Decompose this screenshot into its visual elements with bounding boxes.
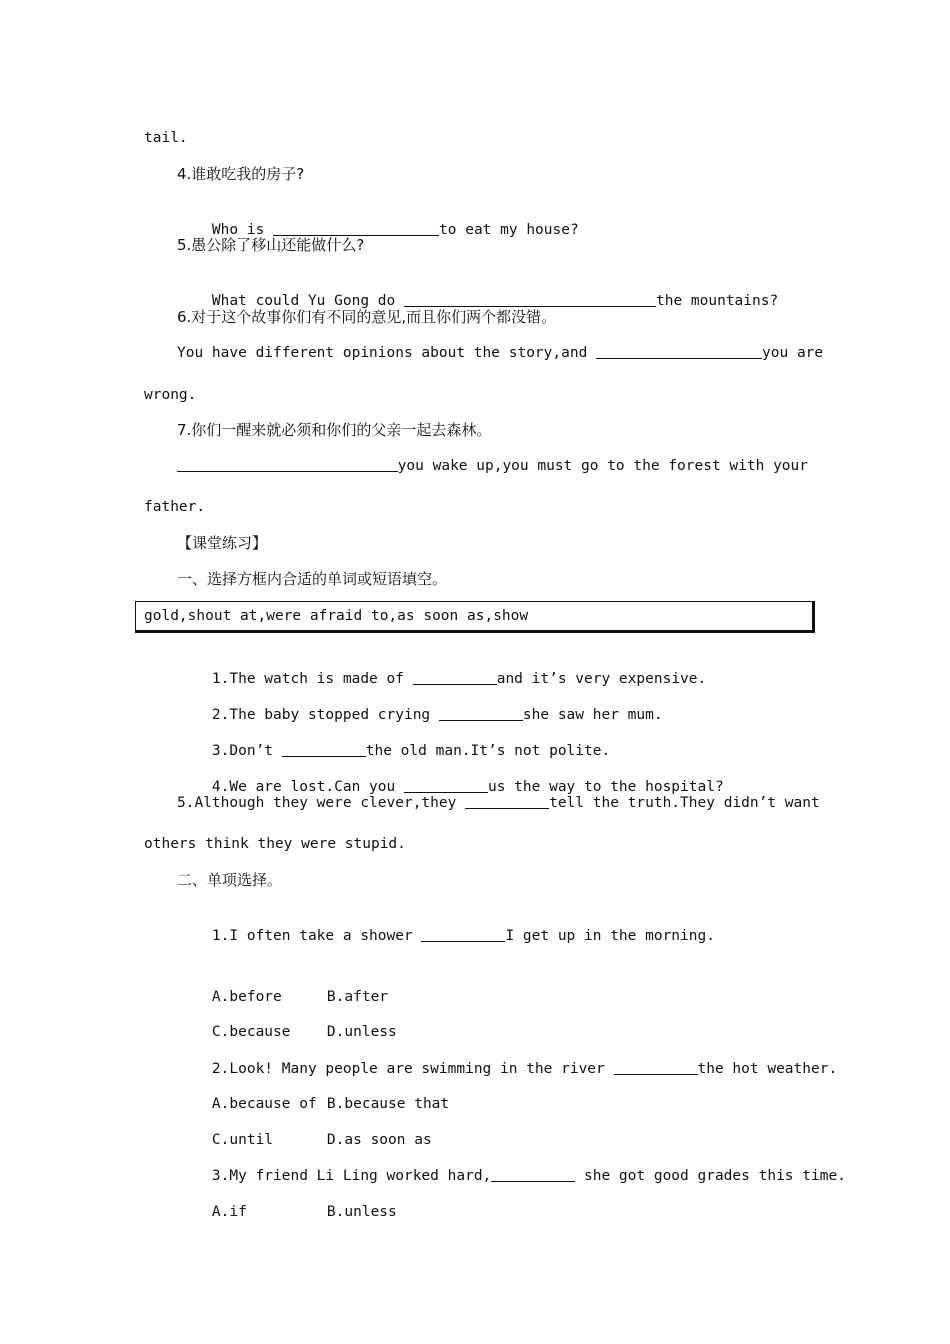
question-start: 1.The watch is made of xyxy=(211,671,413,687)
fill-question-5 xyxy=(177,793,820,813)
option-b[interactable]: B.unless xyxy=(326,1204,397,1220)
question-start: 3.My friend Li Ling worked hard, xyxy=(211,1168,492,1184)
question-start: 2.Look! Many people are swimming in the river xyxy=(211,1061,614,1077)
option-a[interactable]: A.because of xyxy=(211,1096,317,1112)
mc-question-1 xyxy=(177,906,808,966)
question-end: I get up in the morning. xyxy=(505,928,715,944)
word-bank-text: gold,shout at,were afraid to,as soon as,show xyxy=(144,608,529,624)
question-start: 5.Although they were clever,they xyxy=(177,795,466,811)
continued-text: tail. xyxy=(144,130,188,146)
answer-blank[interactable] xyxy=(465,793,549,809)
sentence-end: to eat my house? xyxy=(439,222,579,238)
fill-question-5-continuation: others think they were stupid. xyxy=(144,836,406,852)
question-end: tell the truth.They didn’t want xyxy=(549,795,820,811)
question-end: she saw her mum. xyxy=(522,707,663,723)
question-end: the hot weather. xyxy=(697,1061,838,1077)
answer-blank[interactable] xyxy=(404,291,656,307)
sentence-end: you wake up,you must go to the forest with your xyxy=(397,458,808,474)
part-1-instructions: 一、选择方框内合适的单词或短语填空。 xyxy=(177,570,448,588)
option-a[interactable]: A.before xyxy=(211,989,282,1005)
option-d[interactable]: D.as soon as xyxy=(326,1132,432,1148)
option-d[interactable]: D.unless xyxy=(326,1024,397,1040)
answer-blank[interactable] xyxy=(596,343,762,359)
answer-blank[interactable] xyxy=(282,741,366,757)
translation-7-english xyxy=(177,456,808,476)
answer-blank[interactable] xyxy=(491,1166,575,1182)
question-start: 4.We are lost.Can you xyxy=(211,779,404,795)
question-start: 1.I often take a shower xyxy=(211,928,422,944)
option-a[interactable]: A.if xyxy=(211,1204,247,1220)
question-end: she got good grades this time. xyxy=(575,1168,846,1184)
question-end: the old man.It’s not polite. xyxy=(365,743,611,759)
answer-blank[interactable] xyxy=(421,926,505,942)
answer-blank[interactable] xyxy=(439,705,523,721)
answer-blank[interactable] xyxy=(614,1059,698,1075)
answer-blank[interactable] xyxy=(413,669,497,685)
question-end: and it’s very expensive. xyxy=(496,671,707,687)
word-bank-box xyxy=(135,601,815,633)
translation-4-chinese: 4.谁敢吃我的房子? xyxy=(177,165,305,183)
sentence-end: the mountains? xyxy=(655,293,779,309)
question-start: 3.Don’t xyxy=(211,743,282,759)
part-2-instructions: 二、单项选择。 xyxy=(177,871,283,889)
option-c[interactable]: C.until xyxy=(211,1132,274,1148)
section-heading: 【课堂练习】 xyxy=(177,534,268,552)
option-b[interactable]: B.because that xyxy=(326,1096,450,1112)
translation-5-chinese: 5.愚公除了移山还能做什么? xyxy=(177,236,365,254)
sentence-end: you are xyxy=(762,345,824,361)
question-start: 2.The baby stopped crying xyxy=(211,707,439,723)
answer-blank[interactable] xyxy=(177,456,398,472)
sentence-start: Who is xyxy=(211,222,274,238)
option-c[interactable]: C.because xyxy=(211,1024,291,1040)
answer-blank[interactable] xyxy=(404,777,488,793)
translation-7-chinese: 7.你们一醒来就必须和你们的父亲一起去森林。 xyxy=(177,421,492,439)
translation-6-chinese: 6.对于这个故事你们有不同的意见,而且你们两个都没错。 xyxy=(177,308,557,326)
mc-question-3-options-ab xyxy=(177,1182,808,1242)
answer-blank[interactable] xyxy=(273,220,439,236)
sentence-start: What could Yu Gong do xyxy=(211,293,404,309)
question-end: us the way to the hospital? xyxy=(487,779,724,795)
translation-6-continuation: wrong. xyxy=(144,387,197,403)
translation-6-english xyxy=(177,343,824,363)
sentence-start: You have different opinions about the story,and xyxy=(177,345,597,361)
option-b[interactable]: B.after xyxy=(326,989,389,1005)
translation-7-continuation: father. xyxy=(144,499,206,515)
